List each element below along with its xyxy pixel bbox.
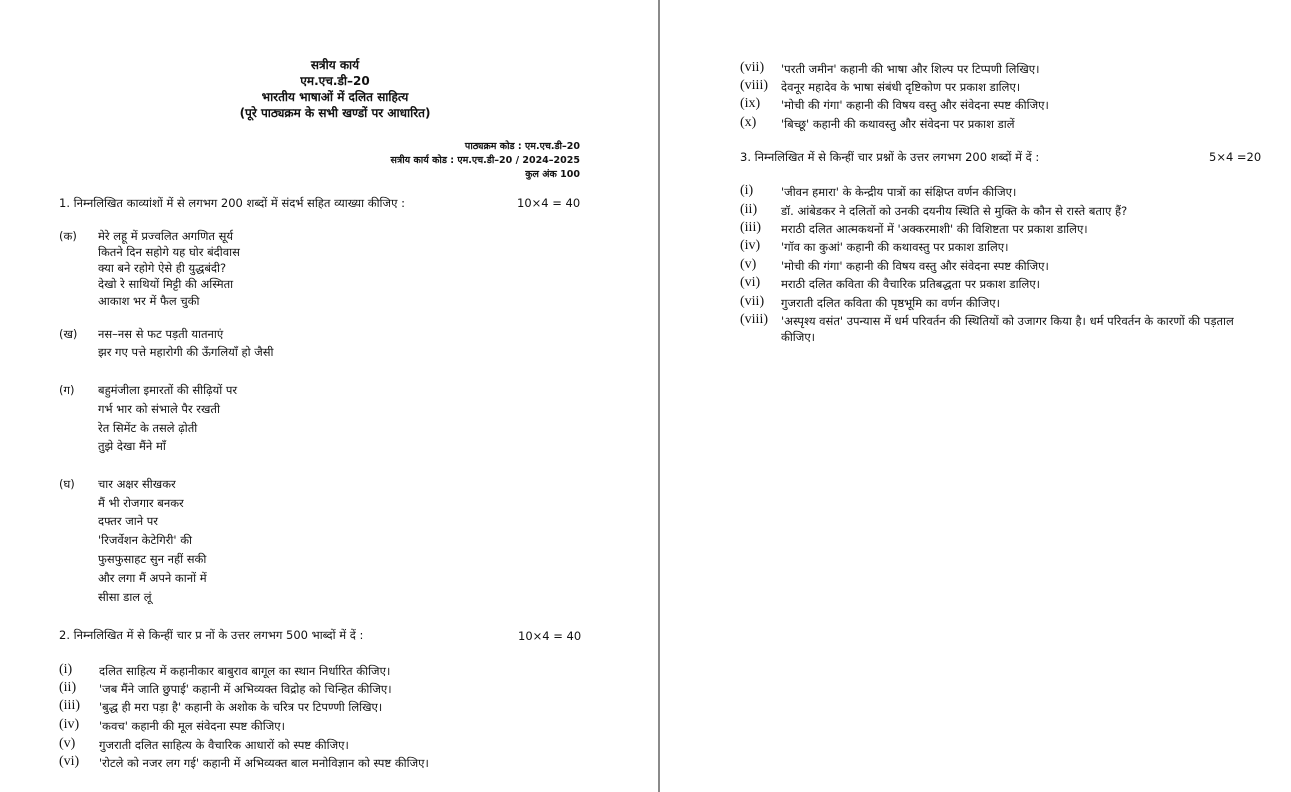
page-divider	[658, 0, 660, 792]
q3-item-num: (vii)	[740, 294, 765, 309]
q2-item-text: दलित साहित्य में कहानीकार बाबुराव बागूल का स्थान निर्धारित कीजिए।	[99, 664, 391, 678]
q2-item-num: (i)	[59, 662, 73, 677]
q2-item-num: (viii)	[740, 78, 768, 93]
stanza-line: दफ्तर जाने पर	[98, 514, 159, 528]
q2-item-num: (ii)	[59, 680, 77, 695]
total-marks: कुल अंक 100	[525, 169, 580, 180]
q3-item-num: (vi)	[740, 275, 761, 290]
q1-marks: 10×4 = 40	[517, 196, 581, 210]
q2-item-text: गुजराती दलित साहित्य के वैचारिक आधारों को स्पष्ट कीजिए।	[99, 738, 349, 752]
doc-code: एम.एच.डी–20	[300, 74, 370, 88]
q2-marks: 10×4 = 40	[518, 629, 582, 643]
q2-item-num: (x)	[740, 115, 757, 130]
q3-item-num: (iii)	[740, 220, 761, 235]
q3-item-text: गुजराती दलित कविता की पृष्ठभूमि का वर्णन कीजिए।	[781, 296, 1000, 310]
stanza-line: और लगा मैं अपने कानों में	[98, 571, 207, 585]
q3-item-num: (iv)	[740, 238, 761, 253]
stanza-line: गर्भ भार को संभाले पैर रखती	[98, 402, 220, 416]
stanza-line: चार अक्षर सीखकर	[98, 477, 176, 491]
q3-item-num: (i)	[740, 183, 754, 198]
stanza-line: मैं भी रोजगार बनकर	[98, 496, 184, 510]
stanza-line: देखो रे साथियों मिट्टी की अस्मिता	[98, 277, 234, 291]
stanza-line: मेरे लहू में प्रज्वलित अगणित सूर्य	[98, 229, 234, 243]
stanza-label: (ख)	[59, 327, 78, 341]
stanza-line: 'रिजर्वेशन केटेगिरी' की	[98, 533, 193, 547]
doc-note: (पूरे पाठ्यक्रम के सभी खण्डों पर आधारित)	[239, 106, 431, 120]
doc-title: सत्रीय कार्य	[310, 58, 360, 72]
stanza-line: तुझे देखा मैंने माँ	[98, 439, 166, 453]
q2-item-num: (iv)	[59, 717, 80, 732]
q3-item-text: 'अस्पृश्य वसंत' उपन्यास में धर्म परिवर्तन की स्थितियों को उजागर किया है। धर्म परिवर्तन के कारणों की पड़ताल कीजिए।	[781, 314, 1234, 344]
q2-item-text: 'बिच्छू' कहानी की कथावस्तु और संवेदना पर प्रकाश डालें	[781, 117, 1015, 131]
doc-subject: भारतीय भाषाओं में दलित साहित्य	[261, 90, 409, 104]
stanza-line: बहुमंजीला इमारतों की सीढ़ियों पर	[98, 383, 238, 397]
stanza-label: (ग)	[59, 383, 75, 397]
q2-item-num: (iii)	[59, 698, 80, 713]
q2-text: 2. निम्नलिखित में से किन्हीं चार प्र नों के उत्तर लगभग 500 भाब्दों में दें :	[59, 628, 364, 642]
stanza-label: (घ)	[59, 477, 75, 491]
q2-item-text: 'रोटले को नजर लग गई' कहानी में अभिव्यक्त बाल मनोविज्ञान को स्पष्ट कीजिए।	[99, 756, 429, 770]
q3-item-text: 'जीवन हमारा' के केन्द्रीय पात्रों का संक्षिप्त वर्णन कीजिए।	[781, 185, 1017, 199]
q2-item-num: (ix)	[740, 96, 761, 111]
right-page	[661, 0, 1291, 792]
q3-item-text: 'गॉव का कुआं' कहानी की कथावस्तु पर प्रकाश डालिए।	[781, 240, 1009, 254]
q2-item-num: (vii)	[740, 60, 765, 75]
q1-text: 1. निम्नलिखित काव्यांशों में से लगभग 200 शब्दों में संदर्भ सहित व्याख्या कीजिए :	[59, 196, 405, 210]
q3-marks: 5×4 =20	[1209, 150, 1262, 164]
q3-item-text: 'मोची की गंगा' कहानी की विषय वस्तु और संवेदना स्पष्ट कीजिए।	[781, 259, 1049, 273]
q3-text: 3. निम्नलिखित में से किन्हीं चार प्रश्नों के उत्तर लगभग 200 शब्दों में दें :	[740, 150, 1040, 164]
q3-item-text: मराठी दलित आत्मकथनों में 'अक्करमाशी' की विशिष्टता पर प्रकाश डालिए।	[781, 222, 1088, 236]
stanza-line: रेत सिमेंट के तसले ढ़ोती	[98, 421, 198, 435]
q2-item-text: 'कवच' कहानी की मूल संवेदना स्पष्ट कीजिए।	[99, 719, 285, 733]
q3-item-text: डॉ. आंबेडकर ने दलितों को उनकी दयनीय स्थिति से मुक्ति के कौन से रास्ते बताए हैं?	[781, 204, 1128, 218]
q2-item-num: (v)	[59, 736, 76, 751]
stanza-line: कितने दिन सहोगे यह घोर बंदीवास	[98, 245, 240, 259]
assignment-code: सत्रीय कार्य कोड : एम.एच.डी–20 / 2024–2025	[390, 155, 580, 166]
stanza-line: आकाश भर में फैल चुकी	[98, 294, 200, 308]
q2-item-text: 'परती जमीन' कहानी की भाषा और शिल्प पर टिप्पणी लिखिए।	[781, 62, 1040, 76]
stanza-line: क्या बने रहोगे ऐसे ही युद्धबंदी?	[98, 261, 227, 275]
q2-item-text: 'जब मैंने जाति छुपाई' कहानी में अभिव्यक्त विद्रोह को चिन्हित कीजिए।	[99, 682, 392, 696]
stanza-line: सीसा डाल लूं	[98, 590, 152, 604]
stanza-line: फुसफुसाहट सुन नहीं सकी	[98, 552, 207, 566]
q2-item-text: 'मोची की गंगा' कहानी की विषय वस्तु और संवेदना स्पष्ट कीजिए।	[781, 98, 1049, 112]
q2-item-text: 'बुद्ध ही मरा पड़ा है' कहानी के अशोक के चरित्र पर टिपण्णी लिखिए।	[99, 700, 383, 714]
stanza-label: (क)	[59, 229, 77, 243]
course-code: पाठ्यक्रम कोड : एम.एच.डी–20	[464, 141, 580, 152]
q3-item-num: (viii)	[740, 312, 768, 327]
stanza-line: झर गए पत्ते महारोगी की ऊँगलियाँ हो जैसी	[98, 345, 274, 359]
stanza-line: नस–नस से फट पड़ती यातनाएं	[98, 327, 224, 341]
q3-item-num: (ii)	[740, 202, 758, 217]
q2-item-num: (vi)	[59, 754, 80, 769]
q3-item-text: मराठी दलित कविता की वैचारिक प्रतिबद्धता पर प्रकाश डालिए।	[781, 277, 1041, 291]
q2-item-text: देवनूर महादेव के भाषा संबंधी दृष्टिकोण पर प्रकाश डालिए।	[781, 80, 1021, 94]
q3-item-num: (v)	[740, 257, 757, 272]
